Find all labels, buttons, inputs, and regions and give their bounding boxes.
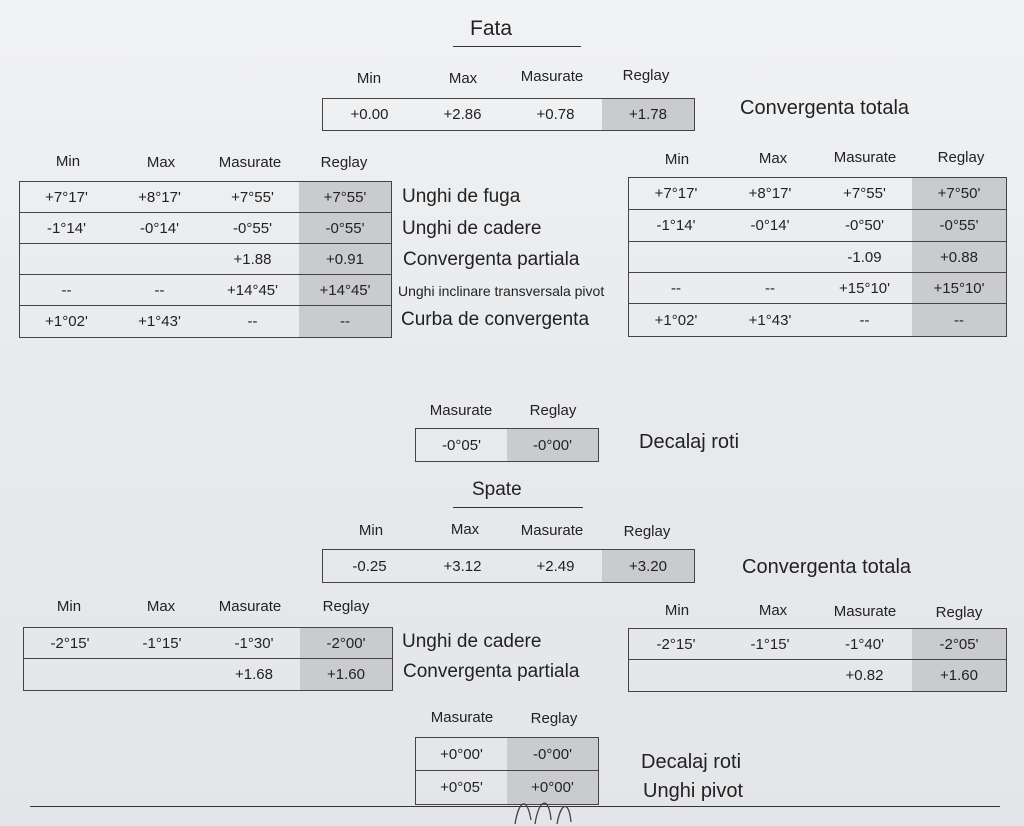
rear-right-cell: -1°40': [845, 635, 884, 653]
front-left-header-measured: Masurate: [218, 154, 282, 171]
front-offset-header-adjust: Reglay: [529, 402, 577, 419]
rear-right-cell: +0.82: [845, 667, 884, 684]
front-label-kpi: Unghi inclinare transversala pivot: [398, 283, 605, 299]
table-row: [629, 178, 1006, 210]
front-left-cell: -0°55': [233, 219, 272, 237]
front-right-header-max: Max: [758, 150, 788, 167]
front-offset-label: Decalaj roti: [639, 431, 740, 453]
front-left-cell: [113, 244, 206, 274]
front-right-cell: --: [859, 311, 870, 329]
front-title: Fata: [470, 17, 513, 40]
rear-offset-label: Decalaj roti: [641, 751, 742, 773]
front-total-header-max: Max: [448, 70, 478, 87]
rear-title-underline: [453, 507, 583, 508]
front-left-cell: --: [154, 281, 165, 299]
front-right-cell: -0°14': [750, 217, 790, 234]
front-left-cell: +14°45': [299, 275, 391, 305]
rear-right-cell: [723, 660, 817, 691]
front-right-cell: +1°02': [654, 311, 698, 329]
rear-offset-cell: +0°00': [440, 745, 483, 763]
rear-right-header-measured: Masurate: [833, 603, 897, 620]
table-row: [20, 306, 391, 337]
front-left-cell: -1°14': [47, 219, 86, 237]
front-label-caster: Unghi de fuga: [402, 186, 521, 207]
rear-label-camber: Unghi de cadere: [402, 631, 542, 652]
table-row: [20, 182, 391, 213]
front-left-cell: +1°02': [45, 313, 88, 330]
signature-mark: [505, 790, 585, 826]
front-left-header-adjust: Reglay: [320, 154, 368, 171]
rear-total-header-max: Max: [450, 521, 480, 538]
table-row: [416, 738, 598, 771]
rear-total-min: -0.25: [352, 557, 387, 575]
front-left-header-min: Min: [55, 153, 81, 170]
rear-offset-cell: +0°05': [440, 779, 483, 796]
rear-total-table: [322, 549, 695, 583]
front-left-cell: +8°17': [138, 188, 181, 206]
front-left-cell: [20, 244, 113, 274]
front-total-header-min: Min: [356, 70, 382, 87]
front-left-cell: +7°55': [231, 188, 274, 206]
rear-left-header-adjust: Reglay: [322, 598, 370, 615]
rear-right-table: [628, 628, 1007, 692]
rear-left-cell: -2°00': [300, 628, 392, 658]
front-right-cell: -0°50': [845, 217, 884, 234]
front-left-cell: +14°45': [227, 281, 278, 299]
front-total-header-adjust: Reglay: [622, 67, 670, 84]
front-total-table: [322, 98, 695, 131]
rear-left-cell: -1°30': [234, 634, 274, 652]
front-offset-header-measured: Masurate: [429, 402, 493, 419]
front-total-header-measured: Masurate: [520, 68, 584, 85]
table-row: [629, 629, 1006, 660]
table-row: [323, 550, 694, 582]
front-right-cell: [629, 242, 723, 272]
table-row: [629, 304, 1006, 336]
rear-left-cell: [116, 659, 208, 690]
rear-offset-header-adjust: Reglay: [530, 710, 578, 727]
rear-total-max: +3.12: [443, 557, 482, 575]
front-total-max: +2.86: [443, 106, 482, 123]
rear-left-header-max: Max: [146, 598, 176, 615]
front-right-header-min: Min: [664, 151, 690, 168]
front-label-toe-curve: Curba de convergenta: [401, 309, 590, 330]
rear-left-cell: +1.68: [235, 666, 273, 683]
front-right-cell: --: [912, 304, 1006, 336]
rear-right-cell: -2°05': [912, 629, 1006, 659]
rear-right-cell: -2°15': [656, 635, 696, 653]
front-left-cell: --: [299, 306, 391, 337]
front-left-cell: +7°17': [45, 188, 88, 206]
rear-right-cell: +1.60: [912, 660, 1006, 691]
rear-left-table: [23, 627, 393, 691]
table-row: [24, 628, 392, 659]
front-left-cell: +0.91: [299, 244, 391, 274]
front-left-header-max: Max: [146, 154, 176, 171]
front-total-label: Convergenta totala: [740, 97, 910, 119]
rear-total-header-adjust: Reglay: [623, 523, 671, 540]
table-row: [629, 210, 1006, 242]
front-left-cell: --: [247, 313, 258, 330]
rear-offset-cell: +0°00': [507, 771, 598, 804]
table-row: [20, 275, 391, 306]
rear-right-header-adjust: Reglay: [935, 604, 983, 621]
front-right-header-adjust: Reglay: [937, 149, 985, 166]
table-row: [629, 660, 1006, 691]
front-left-cell: +1.88: [233, 250, 272, 268]
front-right-cell: -1.09: [847, 248, 882, 266]
front-right-cell: +0.88: [912, 242, 1006, 272]
rear-total-adjust: +3.20: [602, 550, 694, 582]
table-row: [24, 659, 392, 690]
front-right-cell: -0°55': [912, 210, 1006, 241]
front-left-cell: --: [61, 281, 72, 299]
front-total-min: +0.00: [350, 106, 389, 123]
front-right-cell: -1°14': [656, 217, 696, 234]
front-left-table: [19, 181, 392, 338]
rear-total-label: Convergenta totala: [742, 556, 912, 578]
front-label-partial-toe: Convergenta partiala: [403, 249, 580, 270]
front-total-adjust: +1.78: [602, 99, 694, 130]
rear-left-cell: -2°15': [50, 634, 90, 652]
front-right-header-measured: Masurate: [833, 149, 897, 166]
front-title-underline: [453, 46, 581, 47]
rear-right-cell: [629, 660, 723, 691]
rear-total-header-min: Min: [358, 522, 384, 539]
front-right-cell: +7°55': [843, 185, 886, 202]
rear-left-cell: +1.60: [300, 659, 392, 690]
front-left-cell: -0°55': [299, 213, 391, 243]
rear-pivot-label: Unghi pivot: [643, 780, 744, 802]
front-left-cell: +1°43': [138, 313, 181, 330]
front-right-cell: +15°10': [912, 273, 1006, 303]
table-row: [323, 99, 694, 130]
rear-offset-cell: -0°00': [507, 738, 598, 770]
rear-left-cell: -1°15': [142, 634, 182, 652]
rear-total-measured: +2.49: [536, 557, 575, 575]
front-right-cell: +1°43': [748, 311, 792, 329]
rear-left-cell: [24, 659, 116, 690]
front-right-cell: +15°10': [839, 279, 890, 297]
table-row: [20, 244, 391, 275]
front-left-cell: +7°55': [299, 182, 391, 212]
front-label-camber: Unghi de cadere: [402, 218, 542, 239]
front-total-measured: +0.78: [536, 106, 575, 123]
front-right-cell: +7°50': [912, 178, 1006, 209]
front-right-cell: --: [765, 279, 775, 297]
front-right-cell: --: [671, 279, 681, 297]
rear-left-header-min: Min: [56, 598, 82, 615]
table-row: [20, 213, 391, 244]
rear-right-header-max: Max: [758, 602, 788, 619]
front-right-cell: +8°17': [748, 185, 792, 202]
rear-label-partial-toe: Convergenta partiala: [403, 661, 580, 682]
front-offset-table: [415, 428, 599, 462]
rear-total-header-measured: Masurate: [520, 522, 584, 539]
table-row: [416, 429, 598, 461]
rear-right-header-min: Min: [664, 602, 690, 619]
front-right-cell: +7°17': [654, 185, 698, 202]
front-offset-measured: -0°05': [442, 436, 481, 454]
rear-offset-header-measured: Masurate: [430, 709, 494, 726]
rear-left-header-measured: Masurate: [218, 598, 282, 615]
table-row: [629, 242, 1006, 273]
front-right-cell: [723, 242, 817, 272]
front-offset-adjust: -0°00': [507, 429, 598, 461]
front-left-cell: -0°14': [140, 219, 179, 237]
front-right-table: [628, 177, 1007, 337]
rear-right-cell: -1°15': [750, 635, 790, 653]
rear-title: Spate: [472, 479, 522, 500]
table-row: [629, 273, 1006, 304]
